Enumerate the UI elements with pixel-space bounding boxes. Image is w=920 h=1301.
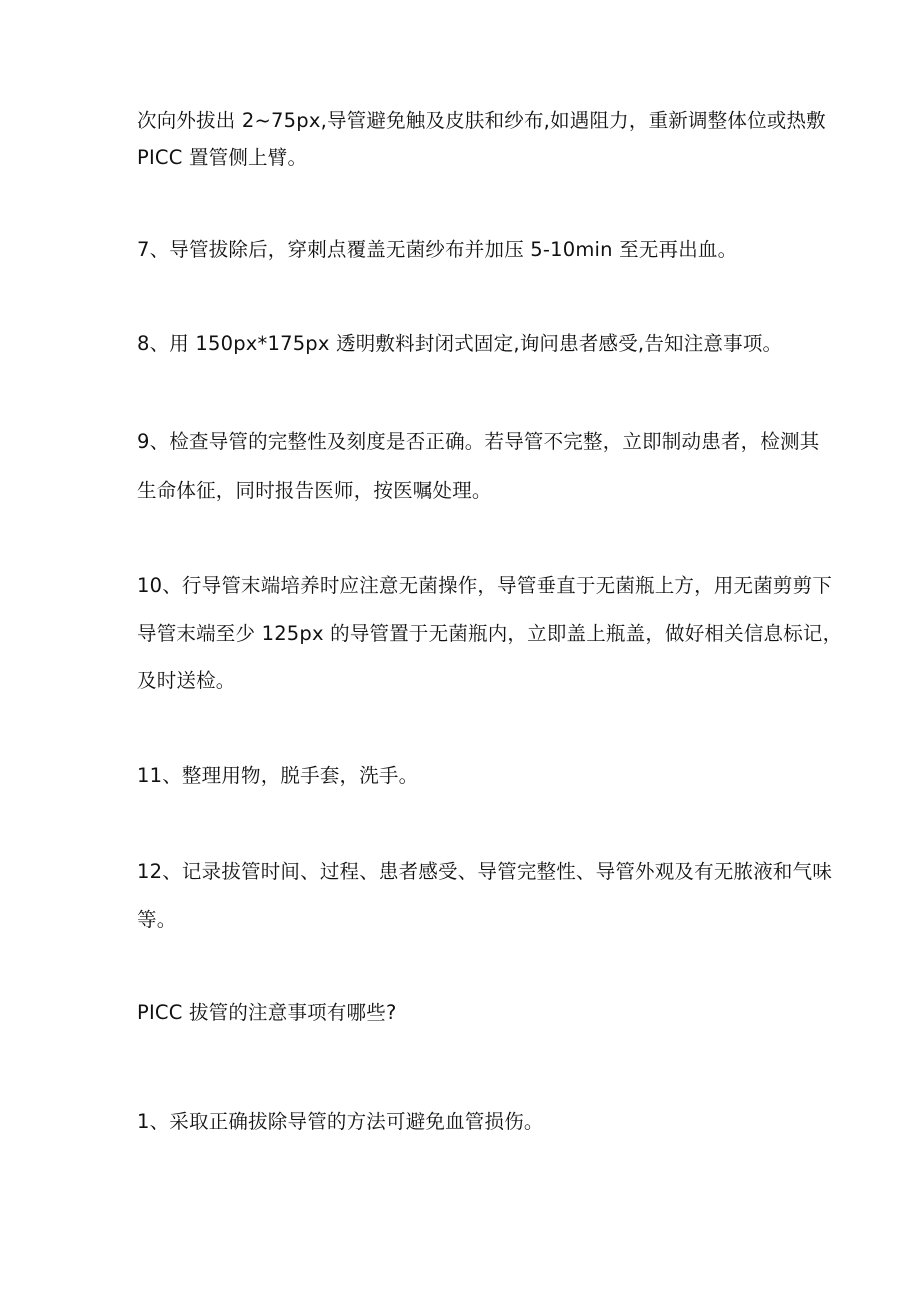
text-line: 导管末端至少 125px 的导管置于无菌瓶内，立即盖上瓶盖，做好相关信息标记，	[137, 622, 843, 645]
text-line: 12、记录拔管时间、过程、患者感受、导管完整性、导管外观及有无脓液和气味	[137, 860, 833, 883]
text-line: PICC 置管侧上臂。	[137, 146, 308, 169]
text-line: 等。	[137, 908, 177, 931]
text-line: 11、整理用物，脱手套，洗手。	[137, 764, 419, 787]
text-line: 及时送检。	[137, 669, 236, 692]
section-heading: PICC 拔管的注意事项有哪些?	[137, 1001, 397, 1024]
text-line: 7、导管拔除后，穿刺点覆盖无菌纱布并加压 5-10min 至无再出血。	[137, 238, 738, 261]
text-line: 8、用 150px*175px 透明敷料封闭式固定,询问患者感受,告知注意事项。	[137, 332, 783, 355]
text-line: 9、检查导管的完整性及刻度是否正确。若导管不完整，立即制动患者，检测其	[137, 430, 820, 453]
text-line: 1、采取正确拔除导管的方法可避免血管损伤。	[137, 1110, 544, 1133]
text-line: 10、行导管末端培养时应注意无菌操作，导管垂直于无菌瓶上方，用无菌剪剪下	[137, 574, 833, 597]
text-line: 生命体征，同时报告医师，按医嘱处理。	[137, 479, 492, 502]
text-line: 次向外拔出 2~75px,导管避免触及皮肤和纱布,如遇阻力，重新调整体位或热敷	[137, 109, 826, 132]
